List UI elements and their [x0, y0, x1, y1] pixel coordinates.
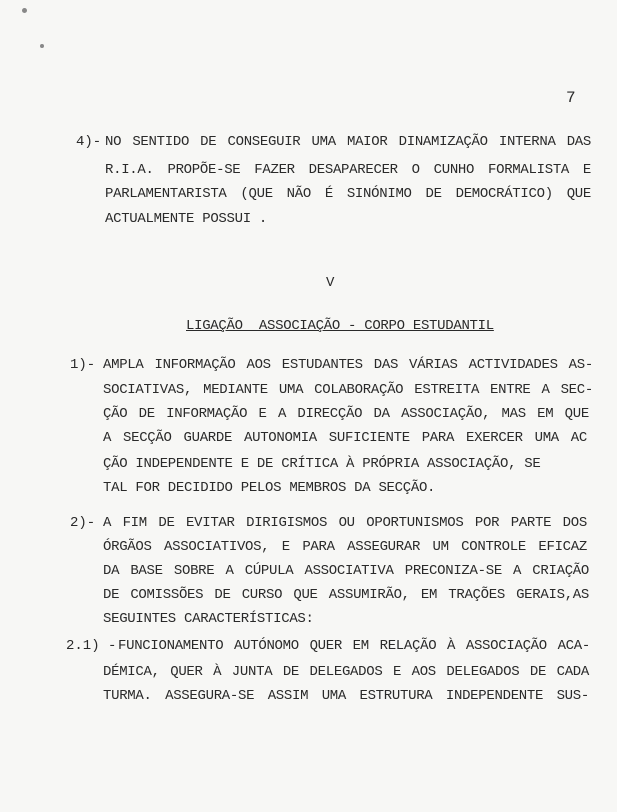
chapter-heading: LIGAÇÃO ASSOCIAÇÃO - CORPO ESTUDANTIL [186, 318, 494, 334]
scan-speck [22, 8, 27, 13]
item-1-marker: 1)- [70, 357, 96, 373]
item-2-line: DE COMISSÕES DE CURSO QUE ASSUMIRÃO, EM TRAÇÕES GERAIS,AS [103, 587, 589, 603]
item-2-1-line: FUNCIONAMENTO AUTÓNOMO QUER EM RELAÇÃO À ASSOCIAÇÃO ACA- [118, 638, 590, 654]
item-2-1-line: TURMA. ASSEGURA-SE ASSIM UMA ESTRUTURA INDEPENDENTE SUS- [103, 688, 589, 704]
item-1-line: AMPLA INFORMAÇÃO AOS ESTUDANTES DAS VÁRIAS ACTIVIDADES AS- [103, 357, 593, 373]
item-1-line: ÇÃO DE INFORMAÇÃO E A DIRECÇÃO DA ASSOCIAÇÃO, MAS EM QUE [103, 406, 589, 422]
item-2-line: ÓRGÃOS ASSOCIATIVOS, E PARA ASSEGURAR UM CONTROLE EFICAZ [103, 539, 587, 555]
item-2-1-marker: 2.1) - [66, 638, 117, 654]
item-1-line: A SECÇÃO GUARDE AUTONOMIA SUFICIENTE PARA EXERCER UMA AC [103, 430, 587, 446]
chapter-numeral: V [326, 275, 335, 291]
item-2-line: SEGUINTES CARACTERÍSTICAS: [103, 611, 314, 627]
item-2-1-line: DÉMICA, QUER À JUNTA DE DELEGADOS E AOS DELEGADOS DE CADA [103, 664, 589, 680]
section-4-line: R.I.A. PROPÕE-SE FAZER DESAPARECER O CUNHO FORMALISTA E [105, 162, 591, 178]
item-1-line: TAL FOR DECIDIDO PELOS MEMBROS DA SECÇÃO. [103, 480, 436, 496]
scan-speck [40, 44, 44, 48]
section-4-line: ACTUALMENTE POSSUI . [105, 211, 268, 227]
item-2-line: A FIM DE EVITAR DIRIGISMOS OU OPORTUNISMOS POR PARTE DOS [103, 515, 587, 531]
item-2-marker: 2)- [70, 515, 96, 531]
section-4-line: NO SENTIDO DE CONSEGUIR UMA MAIOR DINAMIZAÇÃO INTERNA DAS [105, 134, 591, 150]
item-2-line: DA BASE SOBRE A CÚPULA ASSOCIATIVA PRECONIZA-SE A CRIAÇÃO [103, 563, 589, 579]
item-1-line: ÇÃO INDEPENDENTE E DE CRÍTICA À PRÓPRIA ASSOCIAÇÃO, SE [103, 456, 541, 472]
section-4-marker: 4)- [76, 134, 102, 150]
item-1-line: SOCIATIVAS, MEDIANTE UMA COLABORAÇÃO ESTREITA ENTRE A SEC- [103, 382, 593, 398]
section-4-line: PARLAMENTARISTA (QUE NÃO É SINÓNIMO DE DEMOCRÁTICO) QUE [105, 186, 591, 202]
page-number: 7 [566, 89, 576, 107]
